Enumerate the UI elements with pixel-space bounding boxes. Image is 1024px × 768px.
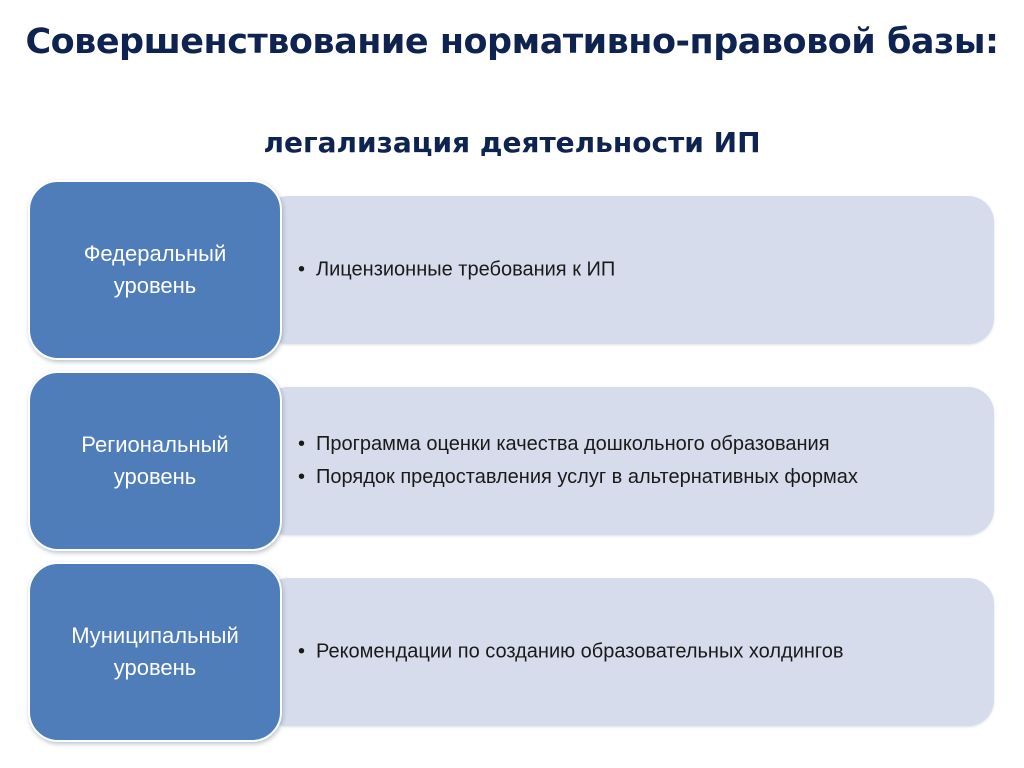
list-item: • Лицензионные требования к ИП [296, 257, 974, 284]
regional-items-panel [262, 387, 994, 535]
municipal-level-box [28, 562, 282, 742]
federal-items-panel [262, 196, 994, 344]
list-item: • Порядок предоставления услуг в альтернативных формах [296, 464, 974, 491]
level-row-regional [0, 371, 1024, 551]
slide-subtitle: легализация деятельности ИП [263, 126, 761, 159]
municipal-level-label: Муниципальный уровень [71, 623, 239, 680]
regional-items-list [296, 431, 974, 491]
level-row-federal [0, 180, 1024, 360]
regional-level-box [28, 371, 282, 551]
municipal-items-list [296, 639, 974, 666]
regional-level-label: Региональный уровень [81, 432, 229, 489]
list-item: • Рекомендации по созданию образовательных холдингов [296, 639, 974, 666]
municipal-items-panel [262, 578, 994, 726]
federal-level-label: Федеральный уровень [83, 241, 227, 298]
slide-title: Совершенствование нормативно-правовой базы: [25, 22, 999, 62]
federal-items-list [296, 257, 974, 284]
level-row-municipal [0, 562, 1024, 742]
federal-level-box [28, 180, 282, 360]
list-item: • Программа оценки качества дошкольного образования [296, 431, 974, 458]
